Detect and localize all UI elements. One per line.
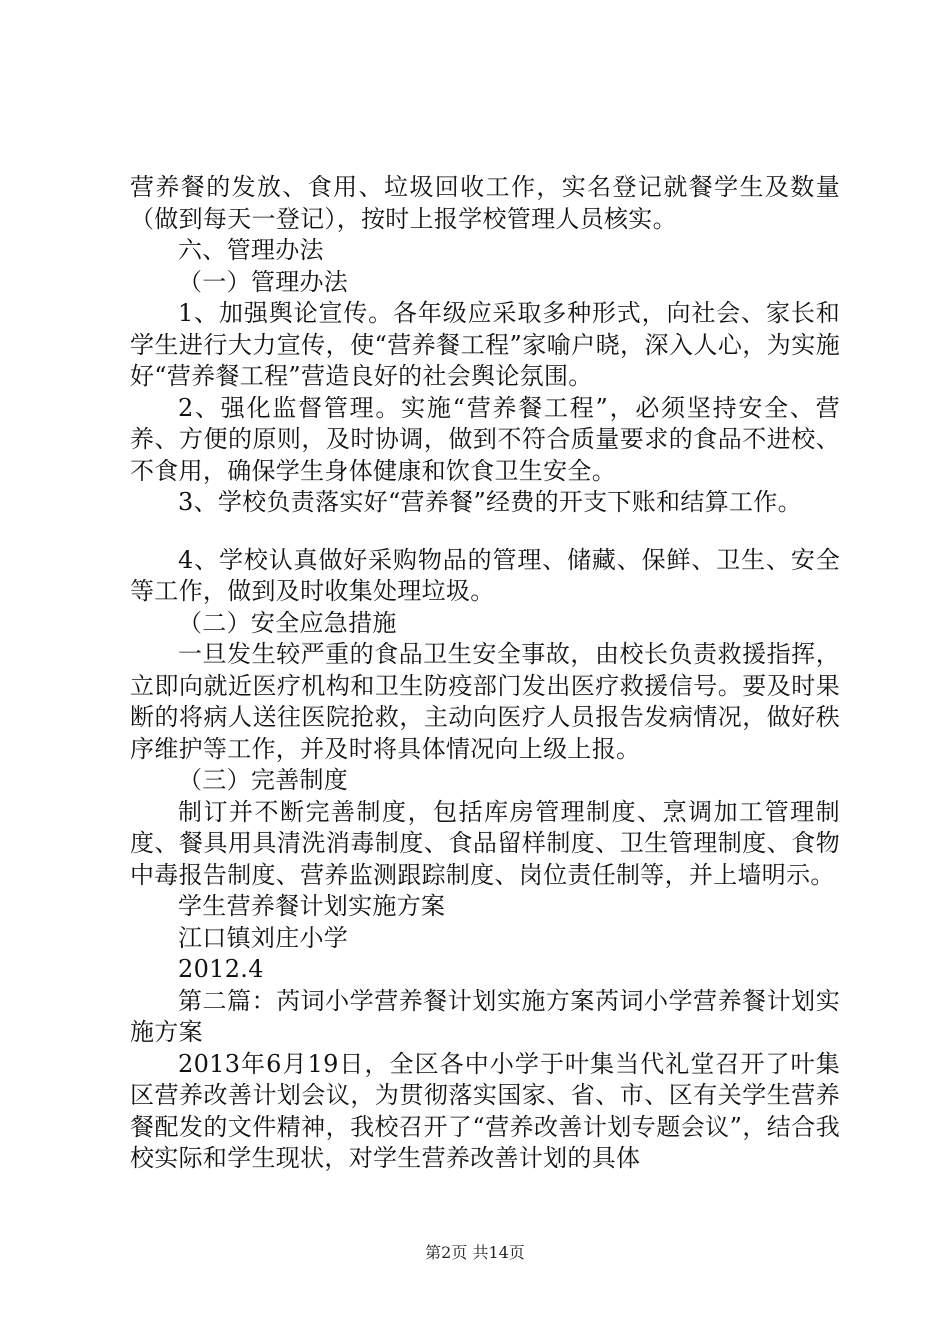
- date-line: 2012.4: [178, 955, 264, 983]
- page-footer: 第2页 共14页: [425, 1243, 525, 1262]
- paragraph-item-3: 3、学校负责落实好“营养餐”经费的开支下账和结算工作。: [178, 488, 802, 516]
- paragraph-emergency: 一旦发生较严重的食品卫生安全事故，由校长负责救援指挥，立即向就近医疗机构和卫生防疫部门发出医疗救援信号。要及时果断的将病人送往医院抢救，主动向医疗人员报告发病情况，做好秩序维护等工作，并及时将具体情况向上级上报。: [130, 640, 840, 763]
- subheading-emergency-measures: （二）安全应急措施: [178, 608, 397, 637]
- subheading-improve-system: （三）完善制度: [178, 766, 349, 794]
- paragraph-continuation: 营养餐的发放、食用、垃圾回收工作，实名登记就餐学生及数量（做到每天一登记），按时上报学校管理人员核实。: [130, 173, 840, 233]
- paragraph-item-1: 1、加强舆论宣传。各年级应采取多种形式，向社会、家长和学生进行大力宣传，使“营养餐工程”家喻户晓，深入人心，为实施好“营养餐工程”营造良好的社会舆论氛围。: [130, 299, 840, 390]
- document-body: [130, 172, 840, 1175]
- section-heading-management: 六、管理办法: [178, 236, 324, 264]
- paragraph-gap: [130, 519, 840, 545]
- paragraph-item-2: 2、强化监督管理。实施“营养餐工程”，必须坚持安全、营养、方便的原则，及时协调，做到不符合质量要求的食品不进校、不食用，确保学生身体健康和饮食卫生安全。: [130, 393, 840, 485]
- document-title-line: 学生营养餐计划实施方案: [178, 892, 446, 920]
- paragraph-system: 制订并不断完善制度，包括库房管理制度、烹调加工管理制度、餐具用具清洗消毒制度、食品留样制度、卫生管理制度、食物中毒报告制度、营养监测跟踪制度、岗位责任制等，并上墙明示。: [130, 797, 840, 889]
- paragraph-meeting: 2013年6月19日，全区各中小学于叶集当代礼堂召开了叶集区营养改善计划会议，为贯彻落实国家、省、市、区有关学生营养餐配发的文件精神，我校召开了“营养改善计划专题会议”，结合我校实际和学生现状，对学生营养改善计划的具体: [130, 1049, 840, 1172]
- school-name-line: 江口镇刘庄小学: [178, 923, 349, 952]
- subheading-management-methods: （一）管理办法: [178, 267, 349, 296]
- paragraph-item-4: 4、学校认真做好采购物品的管理、储藏、保鲜、卫生、安全等工作，做到及时收集处理垃圾。: [130, 545, 840, 605]
- second-article-heading: 第二篇：芮词小学营养餐计划实施方案芮词小学营养餐计划实施方案: [130, 986, 840, 1046]
